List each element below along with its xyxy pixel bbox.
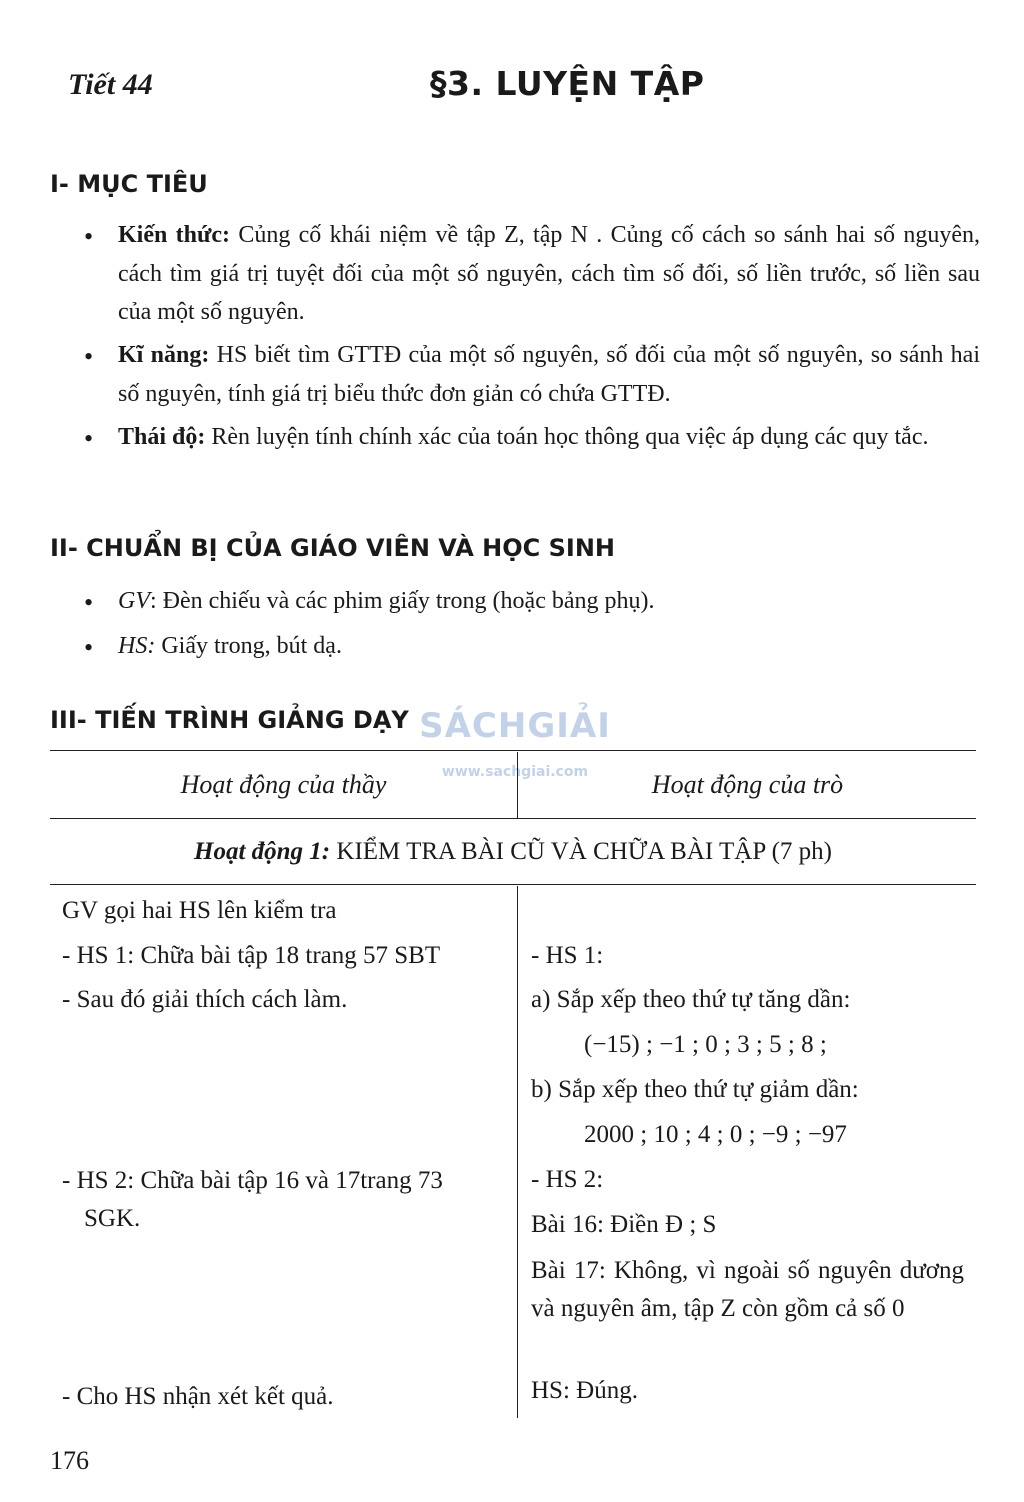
student-line: Bài 16: Điền Đ ; S [531,1211,717,1238]
watermark-logo [410,706,620,780]
table-top-border [50,750,976,751]
preparation-text: : Đèn chiếu và các phim giấy trong (hoặc bảng phụ). [150,588,655,614]
teacher-line: - Sau đó giải thích cách làm. [62,986,348,1013]
page-number: 176 [50,1446,89,1475]
bullet-icon: • [84,222,94,251]
bullet-icon: • [84,588,94,617]
bullet-icon: • [84,424,94,453]
objective-knowledge [118,216,980,332]
student-line: b) Sắp xếp theo thứ tự giảm dần: [531,1076,859,1103]
page-title: §3. LUYỆN TẬP [430,64,705,103]
objective-text: HS biết tìm GTTĐ của một số nguyên, số đối của một số nguyên, so sánh hai số nguyên, tính giá trị biểu thức đơn giản có chứa GTTĐ. [118,342,980,407]
activity-heading [50,838,976,866]
preparation-student [118,627,980,666]
preparation-label: HS: [118,633,156,659]
bullet-icon: • [84,342,94,371]
activity-title: KIỂM TRA BÀI CŨ VÀ CHỮA BÀI TẬP (7 ph) [330,838,832,865]
teacher-line: GV gọi hai HS lên kiểm tra [62,897,337,924]
objective-text: Củng cố khái niệm về tập Z, tập N . Củng cố cách so sánh hai số nguyên, cách tìm giá trị tuyệt đối của một số nguyên, cách tìm số đối, số liền trước, số liền sau của một số nguyên. [118,222,980,325]
student-line: - HS 2: [531,1166,604,1193]
objective-label: Kĩ năng: [118,342,210,368]
student-answer-17: Bài 17: Không, vì ngoài số nguyên dương và nguyên âm, tập Z còn gồm cả số 0 [531,1257,964,1322]
student-line: HS: Đúng. [531,1377,638,1404]
watermark-logo-text: SÁCHGIẢI [419,706,611,746]
table-column-divider [517,886,518,1418]
table-header-divider [517,752,518,818]
bullet-icon: • [84,633,94,662]
column-header-student: Hoạt động của trò [651,770,844,799]
student-line: 2000 ; 10 ; 4 ; 0 ; −9 ; −97 [584,1121,847,1148]
table-header-border [50,818,976,819]
lesson-number: Tiết 44 [68,68,153,101]
preparation-label: GV [118,588,150,614]
objective-skills [118,336,980,413]
column-header-teacher: Hoạt động của thầy [180,770,387,799]
teacher-line: - HS 2: Chữa bài tập 16 và 17trang 73 [62,1167,443,1194]
student-line: a) Sắp xếp theo thứ tự tăng dần: [531,986,851,1013]
objective-text: Rèn luyện tính chính xác của toán học thông qua việc áp dụng các quy tắc. [205,424,929,450]
table-activity-border [50,884,976,885]
watermark-url: www.sachgiai.com [441,764,589,780]
student-line: - HS 1: [531,942,604,969]
objective-label: Thái độ: [118,424,206,450]
teacher-line: - HS 1: Chữa bài tập 18 trang 57 SBT [62,942,441,969]
section-heading-preparation: II- CHUẨN BỊ CỦA GIÁO VIÊN VÀ HỌC SINH [50,534,616,562]
objective-attitude [118,418,980,457]
section-heading-objectives: I- MỤC TIÊU [50,170,208,198]
student-line: (−15) ; −1 ; 0 ; 3 ; 5 ; 8 ; [584,1031,827,1058]
section-heading-procedure: III- TIẾN TRÌNH GIẢNG DẠY [50,706,409,734]
teacher-line: - Cho HS nhận xét kết quả. [62,1383,334,1410]
teacher-line: SGK. [84,1205,141,1232]
preparation-teacher [118,582,980,621]
activity-label: Hoạt động 1: [194,838,331,865]
objective-label: Kiến thức: [118,222,231,248]
preparation-text: Giấy trong, bút dạ. [155,633,342,659]
